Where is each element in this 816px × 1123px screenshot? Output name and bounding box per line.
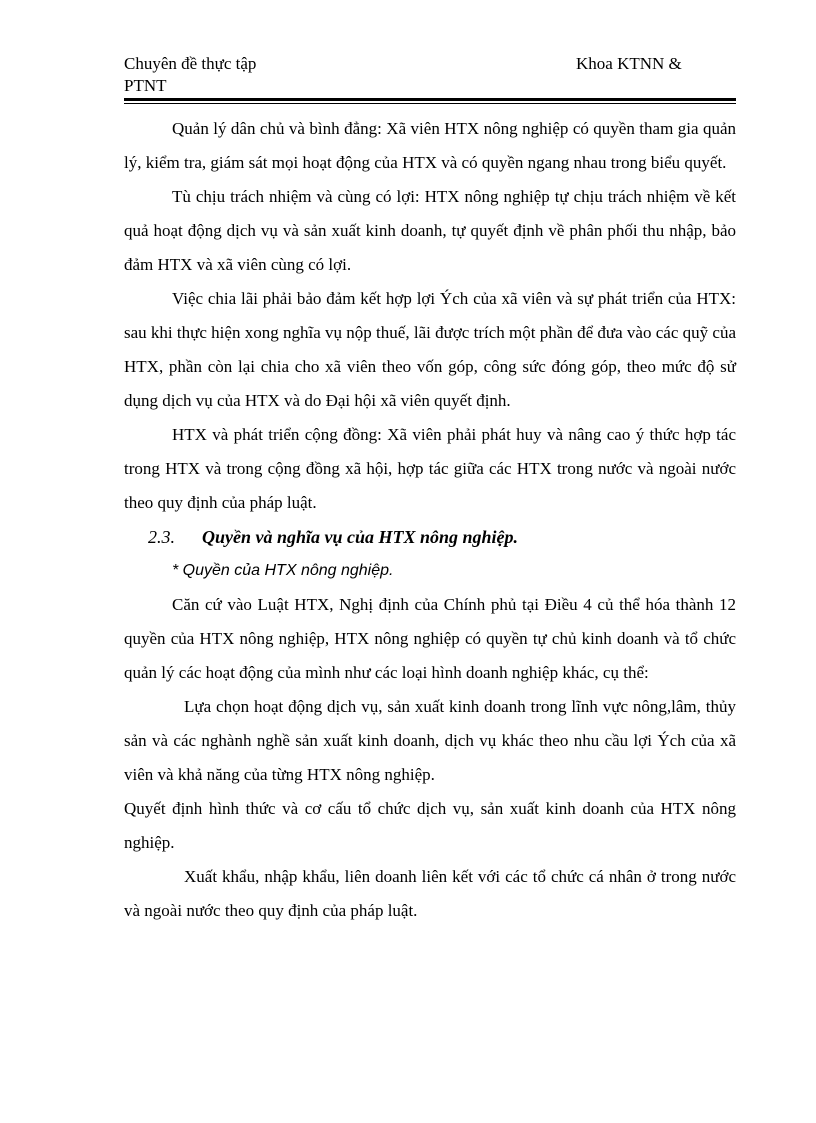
paragraph-right-import-export: Xuất khẩu, nhập khẩu, liên doanh liên kết với các tổ chức cá nhân ở trong nước và ngoài nước theo quy định của pháp luật. (124, 867, 736, 920)
header-rule-thick (124, 98, 736, 101)
paragraph-profit-sharing: Việc chia lãi phải bảo đảm kết hợp lợi Ých của xã viên và sự phát triển của HTX: sau khi thực hiện xong nghĩa vụ nộp thuế, lãi được trích một phần để đưa vào các quỹ của HTX, phần còn lại chia cho xã viên theo vốn góp, công sức đóng góp, theo mức độ sử dụng dịch vụ của HTX và do Đại hội xã viên quyết định. (124, 289, 736, 410)
paragraph-self-responsibility: Tù chịu trách nhiệm và cùng có lợi: HTX nông nghiệp tự chịu trách nhiệm về kết quả hoạt động dịch vụ và sản xuất kinh doanh, tự quyết định về phân phối thu nhập, bảo đảm HTX và xã viên cùng có lợi. (124, 187, 736, 274)
paragraph-legal-basis: Căn cứ vào Luật HTX, Nghị định của Chính phủ tại Điều 4 củ thể hóa thành 12 quyền của HTX nông nghiệp, HTX nông nghiệp có quyền tự chủ kinh doanh và tổ chức quản lý các hoạt động của mình như các loại hình doanh nghiệp khác, cụ thể: (124, 595, 736, 682)
header-left-continuation: PTNT (124, 76, 167, 95)
header-rule-thin (124, 103, 736, 104)
section-heading (124, 520, 736, 554)
subheading-rights: * Quyền của HTX nông nghiệp. (172, 562, 394, 579)
document-body (124, 112, 736, 928)
section-title: Quyền và nghĩa vụ của HTX nông nghiệp. (202, 527, 519, 547)
paragraph-right-organization: Quyết định hình thức và cơ cấu tổ chức dịch vụ, sản xuất kinh doanh của HTX nông nghiệp. (124, 799, 736, 852)
header-right: Khoa KTNN & (576, 54, 682, 73)
paragraph-democratic-management: Quản lý dân chủ và bình đẳng: Xã viên HTX nông nghiệp có quyền tham gia quản lý, kiểm tra, giám sát mọi hoạt động của HTX và có quyền ngang nhau trong biểu quyết. (124, 119, 736, 172)
section-number: 2.3. (148, 527, 175, 547)
paragraph-community-development: HTX và phát triển cộng đồng: Xã viên phải phát huy và nâng cao ý thức hợp tác trong HTX và trong cộng đồng xã hội, hợp tác giữa các HTX trong nước và ngoài nước theo quy định của pháp luật. (124, 425, 736, 512)
header-left-title: Chuyên đề thực tập (124, 54, 257, 73)
paragraph-right-choose-activities: Lựa chọn hoạt động dịch vụ, sản xuất kinh doanh trong lĩnh vực nông,lâm, thủy sản và các nghành nghề sản xuất kinh doanh, dịch vụ khác theo nhu cầu lợi Ých của xã viên và khả năng của từng HTX nông nghiệp. (124, 697, 736, 784)
header-left (124, 53, 424, 97)
